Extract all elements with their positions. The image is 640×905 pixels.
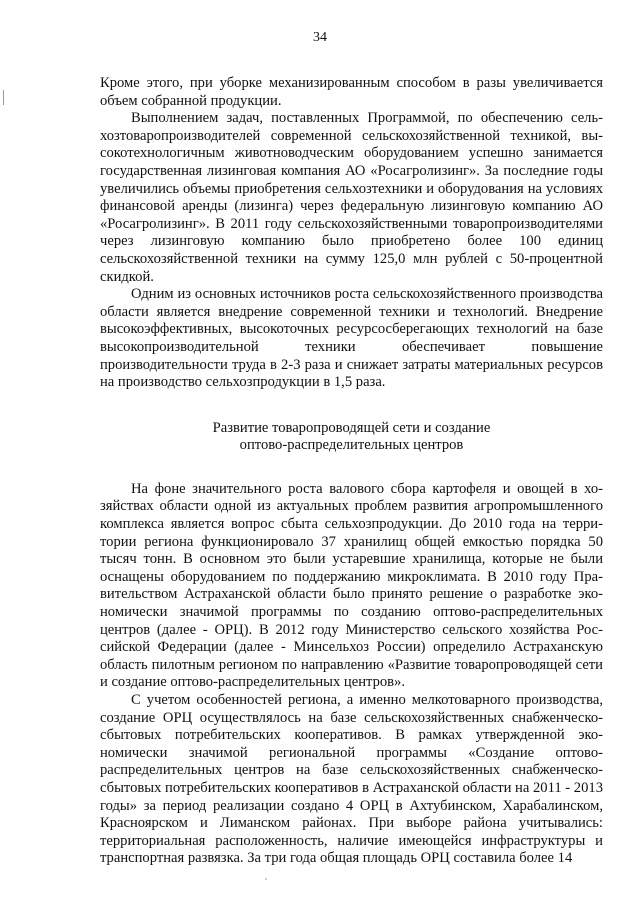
section-heading-line-2: оптово-распределительных центров [239, 437, 464, 454]
section-heading [100, 420, 603, 455]
paragraph-3: Одним из основных источников роста сельскохозяйственного производства области является внедрение современной техники и технологий. Внедрение высокоэффективных, высокоточных ресурсосберегающих технологий на базе высокопроизводительной техники обеспечивает повышение производительности труда в 2-3 раза и снижает затраты материальных ресурсов на производство сельхозпродукции в 1,5 раза. [100, 286, 603, 391]
scan-speck [265, 878, 267, 880]
paragraph-2: Выполнением задач, поставленных Программой, по обеспечению сельхозтоваропроизводителей современной сельскохозяйственной техникой, высокотехнологичным животноводческим оборудованием успешно занимается государственная лизинговая компания АО «Росагролизинг». За последние годы увеличились объемы приобретения сельхозтехники и оборудования на условиях финансовой аренды (лизинга) через федеральную лизинговую компанию АО «Росагролизинг». В 2011 году сельскохозяйственными товаропроизводителями через лизинговую компанию было приобретено более 100 единиц сельскохозяйственной техники на сумму 125,0 млн рублей с 50-процентной скидкой. [100, 110, 603, 285]
scan-margin-mark [3, 90, 4, 105]
paragraph-5: С учетом особенностей региона, а именно мелкотоварного производства, создание ОРЦ осуществлялось на базе сельскохозяйственных снабженческо-сбытовых потребительских кооперативов. В рамках утвержденной экономически значимой региональной программы «Создание оптово-распределительных центров на базе сельскохозяйственных снабженческо-сбытовых потребительских кооперативов в Астраханской области на 2011 - 2013 годы» за период реализации создано 4 ОРЦ в Ахтубинском, Харабалинском, Красноярском и Лиманском районах. При выборе района учитывались: территориальная расположенность, наличие имеющейся инфраструктуры и транспортная развязка. За три года общая площадь ОРЦ составила более 14 [100, 692, 603, 867]
page-body [100, 75, 603, 868]
paragraph-4: На фоне значительного роста валового сбора картофеля и овощей в хозяйствах области одной из актуальных проблем развития агропромышленного комплекса является вопрос сбыта сельхозпродукции. До 2010 года на территории региона функционировало 37 хранилищ общей емкостью порядка 50 тысяч тонн. В основном это были устаревшие хранилища, которые не были оснащены оборудованием по поддержанию микроклимата. В 2010 году Правительством Астраханской области было принято решение о разработке экономически значимой программы по созданию оптово-распределительных центров (далее - ОРЦ). В 2012 году Министерство сельского хозяйства Российской Федерации (далее - Минсельхоз России) определило Астраханскую область пилотным регионом по направлению «Развитие товаропроводящей сети и создание оптово-распределительных центров». [100, 480, 603, 691]
paragraph-1: Кроме этого, при уборке механизированным способом в разы увеличивается объем собранной продукции. [100, 75, 603, 109]
page-number: 34 [313, 30, 327, 45]
section-heading-line-1: Развитие товаропроводящей сети и создание [212, 419, 491, 436]
